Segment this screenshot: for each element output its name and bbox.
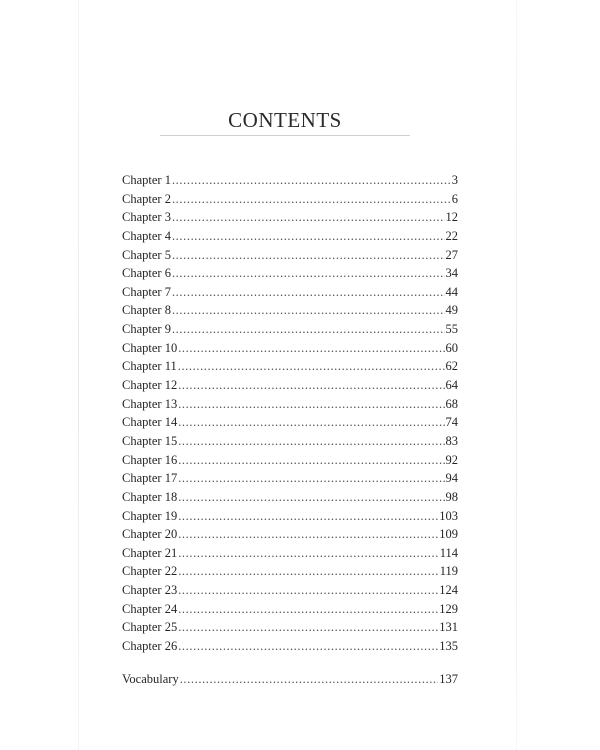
dot-leader <box>178 581 438 600</box>
toc-entry <box>122 246 458 265</box>
toc-entry <box>122 525 458 544</box>
page-title: CONTENTS <box>228 108 342 132</box>
toc-entry <box>122 469 458 488</box>
toc-entry-label: Chapter 18 <box>122 489 178 504</box>
toc-entry-page-number: 22 <box>445 228 458 243</box>
toc-entry-label: Chapter 2 <box>122 191 171 206</box>
toc-entry <box>122 171 458 190</box>
toc-entry-label: Chapter 1 <box>122 173 171 187</box>
toc-entry <box>122 507 458 526</box>
dot-leader <box>172 171 451 190</box>
toc-entry <box>122 395 458 414</box>
toc-entry-page-number: 62 <box>445 359 458 374</box>
dot-leader <box>172 208 445 227</box>
dot-leader <box>178 376 444 395</box>
toc-entry-label: Chapter 26 <box>122 639 178 654</box>
table-of-contents <box>122 171 458 688</box>
toc-entry <box>122 283 458 302</box>
toc-entry-label: Chapter 22 <box>122 564 178 579</box>
toc-entry-label: Chapter 25 <box>122 620 178 635</box>
toc-entry-page-number: 34 <box>445 266 458 281</box>
toc-entry-page-number: 124 <box>439 583 458 598</box>
toc-entry-label: Chapter 5 <box>122 247 171 262</box>
toc-entry <box>122 451 458 470</box>
toc-entry-page-number: 131 <box>439 620 458 635</box>
dot-leader <box>178 562 439 581</box>
toc-entry-page-number: 137 <box>439 671 458 686</box>
toc-entry-label: Chapter 10 <box>122 340 178 355</box>
toc-entry-page-number: 6 <box>451 191 458 206</box>
toc-entry-page-number: 44 <box>445 284 458 299</box>
toc-entry-label: Chapter 24 <box>122 601 178 616</box>
toc-entry-label: Chapter 4 <box>122 228 171 243</box>
toc-entry-label: Vocabulary <box>122 671 179 686</box>
toc-entry-page-number: 64 <box>445 378 458 393</box>
toc-entry-page-number: 60 <box>445 340 458 355</box>
toc-entry <box>122 376 458 395</box>
toc-entry-label: Chapter 13 <box>122 396 178 411</box>
dot-leader <box>172 227 445 246</box>
toc-entry-label: Chapter 23 <box>122 583 178 598</box>
toc-entry <box>122 600 458 619</box>
toc-entry-page-number: 49 <box>445 303 458 318</box>
toc-entry-page-number: 92 <box>445 452 458 467</box>
dot-leader <box>178 413 444 432</box>
dot-leader <box>178 432 444 451</box>
dot-leader <box>172 320 445 339</box>
dot-leader <box>178 618 438 637</box>
dot-leader <box>178 395 444 414</box>
toc-entry-page-number: 3 <box>451 173 458 187</box>
toc-entry-page-number: 68 <box>445 396 458 411</box>
toc-entry-label: Chapter 14 <box>122 415 178 430</box>
toc-entry-label: Chapter 20 <box>122 527 178 542</box>
toc-entry-page-number: 135 <box>439 639 458 654</box>
toc-entry-page-number: 119 <box>439 564 458 579</box>
toc-entry-page-number: 109 <box>439 527 458 542</box>
toc-entry <box>122 357 458 376</box>
toc-entry <box>122 432 458 451</box>
dot-leader <box>172 246 445 265</box>
dot-leader <box>178 544 439 563</box>
toc-entry-page-number: 55 <box>445 322 458 337</box>
dot-leader <box>172 301 445 320</box>
toc-entry-label: Chapter 16 <box>122 452 178 467</box>
toc-entry <box>122 264 458 283</box>
title-underline <box>160 135 410 136</box>
toc-entry <box>122 581 458 600</box>
toc-entry <box>122 301 458 320</box>
toc-entry <box>122 637 458 656</box>
dot-leader <box>178 469 444 488</box>
dot-leader <box>178 339 444 358</box>
toc-entry-label: Chapter 8 <box>122 303 171 318</box>
toc-entry <box>122 208 458 227</box>
toc-entry <box>122 670 458 689</box>
toc-entry-label: Chapter 19 <box>122 508 178 523</box>
toc-entry-page-number: 98 <box>445 489 458 504</box>
toc-entry-label: Chapter 12 <box>122 378 178 393</box>
toc-entry-page-number: 103 <box>439 508 458 523</box>
dot-leader <box>178 525 438 544</box>
toc-entry-page-number: 27 <box>445 247 458 262</box>
dot-leader <box>172 264 445 283</box>
toc-entry <box>122 339 458 358</box>
toc-entry <box>122 544 458 563</box>
toc-entry-page-number: 114 <box>439 545 458 560</box>
dot-leader <box>178 600 438 619</box>
toc-entry <box>122 320 458 339</box>
toc-entry-label: Chapter 11 <box>122 359 177 374</box>
toc-entry-page-number: 74 <box>445 415 458 430</box>
dot-leader <box>172 283 445 302</box>
toc-entry-label: Chapter 21 <box>122 545 178 560</box>
toc-entry-page-number: 94 <box>445 471 458 486</box>
toc-entry <box>122 562 458 581</box>
dot-leader <box>180 670 439 689</box>
dot-leader <box>178 451 444 470</box>
dot-leader <box>178 507 438 526</box>
toc-entry <box>122 227 458 246</box>
toc-entry-label: Chapter 9 <box>122 322 171 337</box>
toc-entry-label: Chapter 7 <box>122 284 171 299</box>
toc-entry <box>122 190 458 209</box>
toc-entry-page-number: 83 <box>445 433 458 448</box>
toc-entry-label: Chapter 6 <box>122 266 171 281</box>
dot-leader <box>178 488 444 507</box>
toc-entry-page-number: 129 <box>439 601 458 616</box>
dot-leader <box>178 357 445 376</box>
toc-entry-label: Chapter 17 <box>122 471 178 486</box>
dot-leader <box>178 637 438 656</box>
dot-leader <box>172 190 451 209</box>
toc-entry-label: Chapter 15 <box>122 433 178 448</box>
toc-entry <box>122 413 458 432</box>
toc-entry-label: Chapter 3 <box>122 210 171 225</box>
toc-entry <box>122 618 458 637</box>
toc-entry <box>122 488 458 507</box>
toc-entry-page-number: 12 <box>445 210 458 225</box>
